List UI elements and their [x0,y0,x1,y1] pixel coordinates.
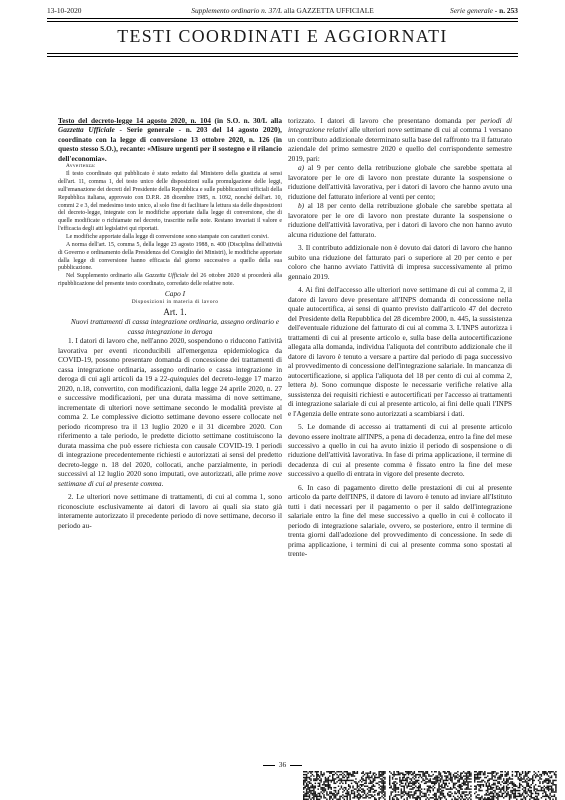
avvertenza-paragraph: Nel Supplemento ordinario alla Gazzetta Ufficiale del 26 ottobre 2020 si procederà alla ripubblicazione del presente testo coordinato, corredato delle relative note. [58,273,283,288]
paragraph: 5. Le domande di accesso ai trattamenti di cui al presente articolo devono essere inoltrate all'INPS, a pena di decadenza, entro la fine del mese successivo a quello in cui ha avuto inizio il periodo di sospensione o di riduzione dell'attività lavorativa. In fase di prima applicazione, il termine di decadenza di cui al presente comma è fissato entro la fine del mese successivo a quello di entrata in vigore del presente decreto. [288,422,512,479]
avvertenza-paragraph: A norma dell'art. 15, comma 5, della legge 23 agosto 1988, n. 400 (Disciplina dell'attività di Governo e ordinamento della Presidenza del Consiglio dei Ministri), le modifiche apportate dalla legge di conversione hanno efficacia dal giorno successivo a quello della sua pubblicazione. [58,241,282,272]
section-title: TESTI COORDINATI E AGGIORNATI [117,26,448,46]
paragraph: 1. I datori di lavoro che, nell'anno 2020, sospendono o riducono l'attività lavorativa per eventi riconducibili all'emergenza epidemiologica da COVID-19, possono presentare domanda di concessione dei trattamenti di cassa integrazione ordinaria, assegno ordinario e cassa integrazione in deroga di cui agli articoli da 19 a 22-quinquies del decreto-legge 17 marzo 2020, n.18, convertito, con modificazioni, dalla legge 24 aprile 2020, n. 27 e successive modificazioni, per una durata massima di nove settimane, incrementate di ulteriori nove settimane secondo le modalità previste al comma 2. Le complessive diciotto settimane devono essere collocate nel periodo ricompreso tra il 13 luglio 2020 e il 31 dicembre 2020. Con riferimento a tale periodo, le predette diciotto settimane costituiscono la durata massima che può essere richiesta con causale COVID-19. I periodi di integrazione precedentemente richiesti e autorizzati ai sensi del predetto decreto-legge n. 18 del 2020, collocati, anche parzialmente, in periodi successivi al 12 luglio 2020 sono imputati, ove autorizzati, alle prime nove settimane di cui al presente comma. [58,336,282,488]
page-number: 36 [0,760,565,769]
barcode-image [474,771,558,800]
left-column [58,116,282,530]
header-rule-top [47,18,518,19]
avvertenza-label: Avvertenza: [66,163,96,170]
paragraph: 6. In caso di pagamento diretto delle prestazioni di cui al presente articolo da parte dell'INPS, il datore di lavoro è tenuto ad inviare all'Istituto tutti i dati necessari per il pagamento o per il saldo dell'integrazione salariale entro la fine del mese successivo a quello in cui è collocato il periodo di integrazione salariale, ovvero, se posteriore, entro il termine di trenta giorni dall'adozione del provvedimento di concessione. In sede di prima applicazione, i termini di cui al presente comma sono spostati al trente- [288,482,512,559]
running-header [47,6,518,18]
paragraph: torizzato. I datori di lavoro che presentano domanda per periodi di integrazione relativi alle ulteriori nove settimane di cui al comma 1 versano un contributo addizionale determinato sulla base del raffronto tra il fatturato aziendale del primo semestre 2020 e quello del corrispondente semestre 2019, pari: [288,116,513,163]
barcode-image [389,771,473,800]
publication-line: Supplemento ordinario n. 37/L alla GAZZETTA UFFICIALE [191,6,374,15]
avvertenza-paragraph: Le modifiche apportate dalla legge di conversione sono stampate con caratteri corsivi. [66,234,269,241]
chapter-title: Disposizioni in materia di lavoro [131,299,219,306]
header-rule-bottom [47,21,518,22]
right-column [288,116,512,559]
series-info: Serie generale - n. 253 [450,6,518,15]
supplement-label: Supplemento ordinario n. 37/L [191,6,283,15]
avvertenza-block [58,163,282,289]
gazzetta-label: GAZZETTA UFFICIALE [296,6,374,15]
paragraph: 4. Ai fini dell'accesso alle ulteriori nove settimane di cui al comma 2, il datore di lavoro deve presentare all'INPS domanda di concessione nella quale autocertifica, ai sensi di quanto previsto dall'articolo 47 del decreto del Presidente della Repubblica del 28 dicembre 2000, n. 445, la sussistenza dell'eventuale riduzione del fatturato di cui al comma 3. L'INPS autorizza i trattamenti di cui al presente articolo e, sulla base della autocertificazione allegata alla domanda, individua l'aliquota del contributo addizionale che il datore di lavoro è tenuto a versare a partire dal periodo di paga successivo al provvedimento di concessione dell'integrazione salariale. In mancanza di autocertificazione, si applica l'aliquota del 18 per cento di cui al comma 2, lettera b). Sono comunque disposte le necessarie verifiche relative alla sussistenza dei requisiti richiesti e autocertificati per l'accesso ai trattamenti di integrazione salariale di cui al presente articolo, ai fini delle quali l'INPS e l'Agenzia delle entrate sono autorizzati a scambiarsi i dati. [288,285,512,418]
list-item: a) al 9 per cento della retribuzione globale che sarebbe spettata al lavoratore per le ore di lavoro non prestate durante la sospensione o riduzione dell'attività lavorativa, per i datori di lavoro che hanno avuto una riduzione del fatturato inferiore al venti per cento; [288,163,512,201]
title-rule-bottom [47,56,518,57]
issue-date: 13-10-2020 [47,6,82,15]
article-number: Art. 1. [163,306,187,317]
title-rule-top [47,53,518,54]
avvertenza-paragraph: Il testo coordinato qui pubblicato è stato redatto dal Ministero della giustizia ai sensi dell'art. 11, comma 1, del testo unico delle disposizioni sulla promulgazione delle leggi, sull'emanazione dei decreti del Presidente della Repubblica e sulle pubblicazioni ufficiali della Repubblica italiana, approvato con D.P.R. 28 dicembre 1985, n. 1092, nonché dell'art. 10, commi 2 e 3, del medesimo testo unico, al solo fine di facilitare la lettura sia delle disposizioni del decreto-legge, integrate con le modifiche apportate dalla legge di conversione, che di quelle modificate o richiamate nel decreto, trascritte nelle note. Restano invariati il valore e l'efficacia degli atti legislativi qui riportati. [58,171,282,233]
list-item: b) al 18 per cento della retribuzione globale che sarebbe spettata al lavoratore per le ore di lavoro non prestate durante la sospensione o riduzione dell'attività lavorativa, per i datori di lavoro che non hanno avuto alcuna riduzione del fatturato. [288,201,512,239]
chapter-label: Capo I [164,288,186,298]
barcode-image [303,771,387,800]
decree-heading: Testo del decreto-legge 14 agosto 2020, n. 104 (in S.O. n. 30/L alla Gazzetta Ufficiale - Serie generale - n. 203 del 14 agosto 2020), coordinato con la legge di conversione 13 ottobre 2020, n. 126 (in questo stesso S.O.), recante: «Misure urgenti per il sostegno e il rilancio dell'economia». [58,116,282,163]
article-title: Nuovi trattamenti di cassa integrazione ordinaria, assegno ordinario e cassa integrazione in deroga [70,317,280,336]
paragraph: 2. Le ulteriori nove settimane di trattamenti, di cui al comma 1, sono riconosciute esclusivamente ai datori di lavoro ai quali sia stato già interamente autorizzato il precedente periodo di nove settimane, decorso il periodo au- [58,492,282,530]
paragraph: 3. Il contributo addizionale non è dovuto dai datori di lavoro che hanno subito una riduzione del fatturato pari o superiore al 20 per cento e per coloro che hanno avviato l'attività di impresa successivamente al primo gennaio 2019. [288,243,512,281]
